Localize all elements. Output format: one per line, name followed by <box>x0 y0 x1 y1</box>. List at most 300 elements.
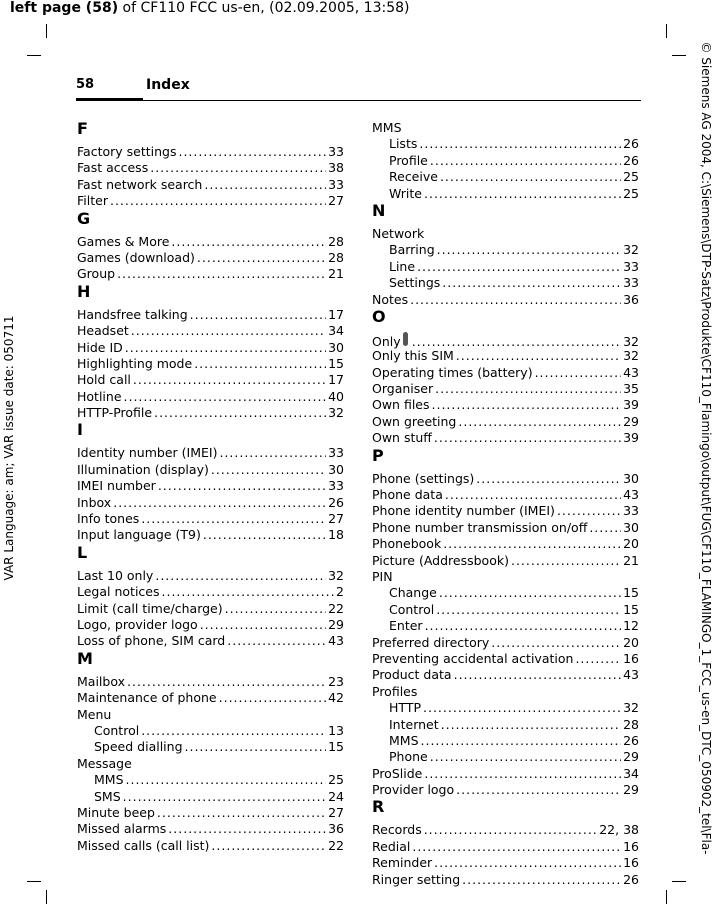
index-letter-heading: F <box>77 119 88 138</box>
index-entry <box>77 266 344 282</box>
leader-dots <box>171 234 326 250</box>
index-entry <box>77 838 344 854</box>
index-entry <box>77 617 344 633</box>
index-entry <box>372 169 639 185</box>
index-entry-text: Enter <box>389 618 423 634</box>
index-entry-text: Control <box>94 722 140 738</box>
leader-dots <box>437 242 621 258</box>
index-entry-page: 33 <box>328 445 344 461</box>
index-entry-text: Hotline <box>77 388 122 404</box>
index-entry-page: 26 <box>328 494 344 510</box>
index-entry-page: 20 <box>623 536 639 552</box>
index-entry <box>372 553 639 569</box>
leader-dots <box>424 822 598 838</box>
index-entry-page: 17 <box>328 306 344 322</box>
index-letter-heading: L <box>77 542 88 562</box>
index-entry <box>77 690 344 706</box>
index-entry-text: Missed alarms <box>77 821 167 837</box>
index-entry-text: Ringer setting <box>372 871 461 887</box>
index-entry <box>77 789 344 805</box>
index-entry <box>372 120 639 136</box>
leader-dots <box>178 144 326 160</box>
index-entry-text: HTTP <box>389 700 421 716</box>
index-entry <box>77 307 344 323</box>
index-entry-page: 15 <box>623 585 639 601</box>
index-entry <box>372 839 639 855</box>
header-rule <box>143 100 641 101</box>
index-entry-text: Info tones <box>77 511 140 527</box>
index-entry-page: 2 <box>336 584 344 600</box>
index-entry-page: 39 <box>623 430 639 446</box>
index-entry <box>77 323 344 339</box>
index-entry-text: Inbox <box>77 494 112 510</box>
index-entry-text: Games & More <box>77 233 170 249</box>
index-entry-text: MMS <box>372 120 402 135</box>
leader-dots <box>203 527 326 543</box>
index-entry-text: IMEI number <box>77 478 156 494</box>
leader-dots <box>421 733 622 749</box>
index-entry <box>372 667 639 683</box>
leader-dots <box>190 307 326 323</box>
index-entry <box>372 635 639 651</box>
index-entry-text: Identity number (IMEI) <box>77 445 218 461</box>
index-entry <box>77 478 344 494</box>
crop-mark <box>666 890 667 904</box>
index-entry <box>77 756 344 772</box>
index-entry-text: Profiles <box>372 683 418 699</box>
index-entry <box>372 503 639 519</box>
index-entry-text: Message <box>77 755 132 771</box>
index-entry <box>372 855 639 871</box>
index-entry <box>372 766 639 782</box>
leader-dots <box>476 471 621 487</box>
leader-dots <box>110 193 326 209</box>
index-entry-page: 23 <box>328 673 344 689</box>
index-entry-page: 33 <box>328 176 344 192</box>
leader-dots <box>150 160 326 176</box>
index-entry-text: Missed calls (call list) <box>77 837 210 853</box>
index-entry <box>372 153 639 169</box>
index-entry-text: Phone identity number (IMEI) <box>372 503 555 519</box>
index-entry <box>77 772 344 788</box>
index-entry-text: Games (download) <box>77 249 195 265</box>
index-entry-text: Own stuff <box>372 430 432 446</box>
index-entry-page: 21 <box>328 266 344 282</box>
leader-dots <box>410 292 621 308</box>
index-entry-text: HTTP-Profile <box>77 405 153 421</box>
index-entry-page: 40 <box>328 388 344 404</box>
index-entry-page: 27 <box>328 804 344 820</box>
index-entry-text: Redial <box>372 838 411 854</box>
index-entry <box>77 584 344 600</box>
index-entry-page: 29 <box>623 749 639 765</box>
leader-dots <box>131 323 326 339</box>
leader-dots <box>430 153 621 169</box>
index-entry <box>372 717 639 733</box>
leader-dots <box>133 372 326 388</box>
index-entry <box>372 536 639 552</box>
page-title: Index <box>146 77 190 93</box>
leader-dots <box>127 674 326 690</box>
index-entry-text: Phonebook <box>372 536 442 552</box>
index-entry-page: 16 <box>623 838 639 854</box>
index-entry-text: Notes <box>372 291 409 307</box>
index-entry-page: 26 <box>623 871 639 887</box>
index-entry-page: 15 <box>328 355 344 371</box>
index-entry-text: ProSlide <box>372 765 423 781</box>
leader-dots <box>225 601 326 617</box>
leader-dots <box>141 511 326 527</box>
leader-dots <box>158 478 326 494</box>
index-entry-page: 32 <box>328 405 344 421</box>
index-entry <box>77 633 344 649</box>
index-entry-text: MMS <box>94 772 124 788</box>
index-entry-text: Factory settings <box>77 144 177 159</box>
index-entry-text: Maintenance of phone <box>77 690 217 706</box>
index-entry <box>77 723 344 739</box>
index-entry-page: 16 <box>623 855 639 871</box>
index-entry-page: 18 <box>328 527 344 543</box>
index-entry <box>77 821 344 837</box>
index-entry-text: Loss of phone, SIM card <box>77 633 226 649</box>
index-entry-text: Filter <box>77 193 108 209</box>
index-entry-text: MMS <box>389 732 419 748</box>
index-entry-text: Only <box>372 333 401 349</box>
index-entry-page: 28 <box>623 716 639 732</box>
index-entry-page: 28 <box>328 233 344 249</box>
index-entry <box>77 739 344 755</box>
leader-dots <box>535 365 622 381</box>
leader-dots <box>219 445 326 461</box>
print-header <box>10 0 409 16</box>
index-entry-text: Line <box>389 258 416 274</box>
index-entry <box>77 601 344 617</box>
index-entry-page: 43 <box>328 633 344 649</box>
index-entry-page: 32 <box>328 567 344 583</box>
index-entry-text: Mailbox <box>77 673 125 689</box>
index-entry <box>372 414 639 430</box>
index-entry <box>372 259 639 275</box>
leader-dots <box>440 169 621 185</box>
index-entry-page: 22, 38 <box>599 822 639 838</box>
index-entry-page: 36 <box>328 821 344 837</box>
index-entry-page: 32 <box>623 242 639 258</box>
index-entry <box>372 487 639 503</box>
index-entry-text: Operating times (battery) <box>372 364 533 380</box>
index-entry <box>77 177 344 193</box>
leader-dots <box>211 462 326 478</box>
index-entry-page: 25 <box>623 185 639 201</box>
index-entry <box>372 226 639 242</box>
leader-dots <box>141 723 326 739</box>
leader-dots <box>124 389 327 405</box>
leader-dots <box>162 584 335 600</box>
index-entry-page: 13 <box>328 722 344 738</box>
index-entry <box>77 707 344 723</box>
index-entry-page: 26 <box>623 152 639 168</box>
index-entry-text: Provider logo <box>372 782 455 798</box>
print-header-page: left page (58) <box>10 0 119 16</box>
crop-mark <box>46 24 47 38</box>
leader-dots <box>445 487 621 503</box>
index-entry <box>372 381 639 397</box>
index-entry <box>77 445 344 461</box>
index-entry-text: Reminder <box>372 855 433 871</box>
index-entry-text: Records <box>372 822 422 838</box>
index-entry <box>372 585 639 601</box>
index-entry-page: 43 <box>623 364 639 380</box>
index-entry-page: 30 <box>623 470 639 486</box>
index-letter-heading: H <box>77 281 91 301</box>
index-entry-page: 30 <box>328 339 344 355</box>
leader-dots <box>157 805 326 821</box>
index-entry <box>372 397 639 413</box>
crop-mark <box>666 24 667 38</box>
leader-dots <box>113 495 326 511</box>
index-entry-text: Fast access <box>77 160 149 176</box>
leader-dots <box>436 602 621 618</box>
index-column-right <box>372 120 639 888</box>
index-entry <box>372 651 639 667</box>
leader-dots <box>458 414 621 430</box>
index-entry-text: SMS <box>94 788 121 804</box>
leader-dots <box>219 690 326 706</box>
index-letter-heading: R <box>372 797 385 817</box>
index-entry-page: 34 <box>328 323 344 339</box>
index-entry <box>372 348 639 364</box>
index-entry <box>77 340 344 356</box>
index-entry <box>77 495 344 511</box>
side-note-left: VAR Language: am; VAR issue date: 050711 <box>2 315 16 581</box>
index-entry-text: Fast network search <box>77 176 203 192</box>
index-entry-page: 33 <box>623 275 639 291</box>
index-entry-page: 17 <box>328 372 344 388</box>
index-entry-text: Headset <box>77 323 129 339</box>
index-entry <box>372 700 639 716</box>
index-entry-page: 30 <box>328 461 344 477</box>
leader-dots <box>185 739 327 755</box>
leader-dots <box>412 839 621 855</box>
leader-dots <box>454 667 622 683</box>
leader-dots <box>575 651 621 667</box>
leader-dots <box>434 430 621 446</box>
index-entry-text: Own greeting <box>372 413 457 429</box>
index-entry-page: 21 <box>623 552 639 568</box>
index-entry-text: Write <box>389 185 423 201</box>
index-entry-text: Legal notices <box>77 584 160 600</box>
index-entry-text: Last 10 only <box>77 567 154 583</box>
crop-mark <box>672 55 686 56</box>
index-entry <box>372 292 639 308</box>
index-letter-heading: G <box>77 208 91 228</box>
index-entry-page: 33 <box>623 503 639 519</box>
index-entry-page: 25 <box>328 772 344 788</box>
index-entry-text: Speed dialling <box>94 739 183 755</box>
index-entry-page: 39 <box>623 397 639 413</box>
index-entry-text: Network <box>372 225 425 241</box>
index-entry-page: 12 <box>623 618 639 634</box>
leader-dots <box>435 381 621 397</box>
index-entry-page: 30 <box>623 519 639 535</box>
index-entry-page: 43 <box>623 667 639 683</box>
leader-dots <box>456 782 621 798</box>
leader-dots <box>204 177 326 193</box>
index-entry-page: 32 <box>623 700 639 716</box>
index-entry-page: 27 <box>328 511 344 527</box>
index-entry-page: 43 <box>623 487 639 503</box>
index-entry <box>372 872 639 888</box>
index-entry <box>372 332 639 348</box>
index-entry <box>372 782 639 798</box>
index-entry <box>77 511 344 527</box>
index-entry-text: Own files <box>372 397 430 413</box>
index-entry-page: 33 <box>328 144 344 159</box>
index-entry <box>77 250 344 266</box>
leader-dots <box>424 186 621 202</box>
index-entry-page: 20 <box>623 634 639 650</box>
index-entry <box>77 389 344 405</box>
leader-dots <box>557 503 621 519</box>
key-lock-icon <box>403 332 408 346</box>
index-entry <box>372 749 639 765</box>
index-entry <box>77 674 344 690</box>
index-entry-text: Limit (call time/charge) <box>77 600 223 616</box>
index-entry-page: 28 <box>328 249 344 265</box>
leader-dots <box>511 553 621 569</box>
side-note-right: © Siemens AG 2004, C:\Siemens\DTP-Satz\Produkte\CF110_Flamingo\output\FUG\CF110_FLAMINGO_1_FCC_us-en_DTC_050902_tel\Fla- <box>699 41 713 855</box>
index-entry <box>372 365 639 381</box>
leader-dots <box>434 855 621 871</box>
index-entry-page: 22 <box>328 600 344 616</box>
index-entry-text: Highlighting mode <box>77 355 193 371</box>
index-entry-text: Phone (settings) <box>372 470 475 486</box>
header-rule-thick <box>76 98 143 101</box>
index-entry-text: Hold call <box>77 372 131 388</box>
index-entry <box>372 520 639 536</box>
index-entry <box>77 234 344 250</box>
index-entry <box>372 242 639 258</box>
index-entry-page: 36 <box>623 291 639 307</box>
leader-dots <box>441 717 621 733</box>
index-entry-text: Change <box>389 585 437 601</box>
index-entry <box>372 275 639 291</box>
index-entry-text: Picture (Addressbook) <box>372 552 509 568</box>
leader-dots <box>200 617 326 633</box>
leader-dots <box>456 348 621 364</box>
leader-dots <box>117 266 326 282</box>
index-entry <box>77 372 344 388</box>
index-entry <box>372 822 639 838</box>
index-entry-page: 26 <box>623 732 639 748</box>
index-entry <box>77 568 344 584</box>
leader-dots <box>417 259 621 275</box>
crop-mark <box>46 890 47 904</box>
index-entry-text: Group <box>77 266 116 282</box>
index-entry <box>77 527 344 543</box>
leader-dots <box>430 749 621 765</box>
index-entry-text: Illumination (display) <box>77 461 209 477</box>
crop-mark <box>27 55 41 56</box>
index-entry <box>372 569 639 585</box>
index-entry-text: Preventing accidental activation <box>372 650 574 666</box>
index-entry-page: 35 <box>623 381 639 397</box>
page-number: 58 <box>76 77 95 92</box>
index-entry-page: 27 <box>328 193 344 209</box>
index-entry-text: Menu <box>77 706 112 722</box>
index-letter-heading: I <box>77 420 83 440</box>
leader-dots <box>425 618 622 634</box>
leader-dots <box>168 821 326 837</box>
leader-dots <box>227 633 326 649</box>
index-entry-page: 38 <box>328 160 344 176</box>
index-entry-text: Internet <box>389 716 439 732</box>
leader-dots <box>589 520 621 536</box>
index-entry-text: Logo, provider logo <box>77 616 198 632</box>
index-entry-page: 15 <box>623 601 639 617</box>
print-header-rest: of CF110 FCC us-en, (02.09.2005, 13:58) <box>118 0 410 16</box>
index-entry-text: Hide ID <box>77 339 123 355</box>
index-entry-page: 29 <box>328 616 344 632</box>
index-entry-text: Product data <box>372 667 452 683</box>
index-entry <box>372 733 639 749</box>
index-entry-page: 32 <box>623 348 639 364</box>
index-entry-text: Minute beep <box>77 804 155 820</box>
index-entry <box>372 186 639 202</box>
index-entry-page: 25 <box>623 169 639 185</box>
index-entry-text: Profile <box>389 152 428 168</box>
index-entry <box>77 160 344 176</box>
index-entry-text: Control <box>389 601 435 617</box>
index-entry-text: Only this SIM <box>372 348 454 364</box>
index-entry-text: Barring <box>389 242 435 258</box>
index-entry-page: 26 <box>623 136 639 152</box>
index-entry <box>372 136 639 152</box>
leader-dots <box>443 536 621 552</box>
index-entry-text: Organiser <box>372 381 434 397</box>
leader-dots <box>424 766 621 782</box>
leader-dots <box>194 356 326 372</box>
leader-dots <box>154 405 326 421</box>
index-entry <box>77 144 344 160</box>
index-entry-text: Receive <box>389 169 438 185</box>
index-entry-page: 15 <box>328 739 344 755</box>
index-entry-page: 34 <box>623 765 639 781</box>
leader-dots <box>423 700 621 716</box>
leader-dots <box>439 585 621 601</box>
index-entry-text: Lists <box>389 136 418 152</box>
leader-dots <box>419 136 621 152</box>
index-entry <box>77 805 344 821</box>
index-entry <box>372 430 639 446</box>
index-entry-page: 33 <box>623 258 639 274</box>
leader-dots <box>123 789 326 805</box>
leader-dots <box>491 635 621 651</box>
index-entry-text: PIN <box>372 568 393 584</box>
crop-mark <box>672 881 686 882</box>
index-entry <box>77 356 344 372</box>
index-entry-text: Handsfree talking <box>77 306 188 322</box>
index-entry <box>77 405 344 421</box>
leader-dots <box>125 340 326 356</box>
index-entry <box>372 684 639 700</box>
index-entry <box>372 471 639 487</box>
index-entry <box>77 462 344 478</box>
index-entry <box>372 602 639 618</box>
leader-dots <box>432 397 622 413</box>
index-entry-page: 22 <box>328 837 344 853</box>
leader-dots <box>126 772 327 788</box>
index-letter-heading: N <box>372 200 386 220</box>
